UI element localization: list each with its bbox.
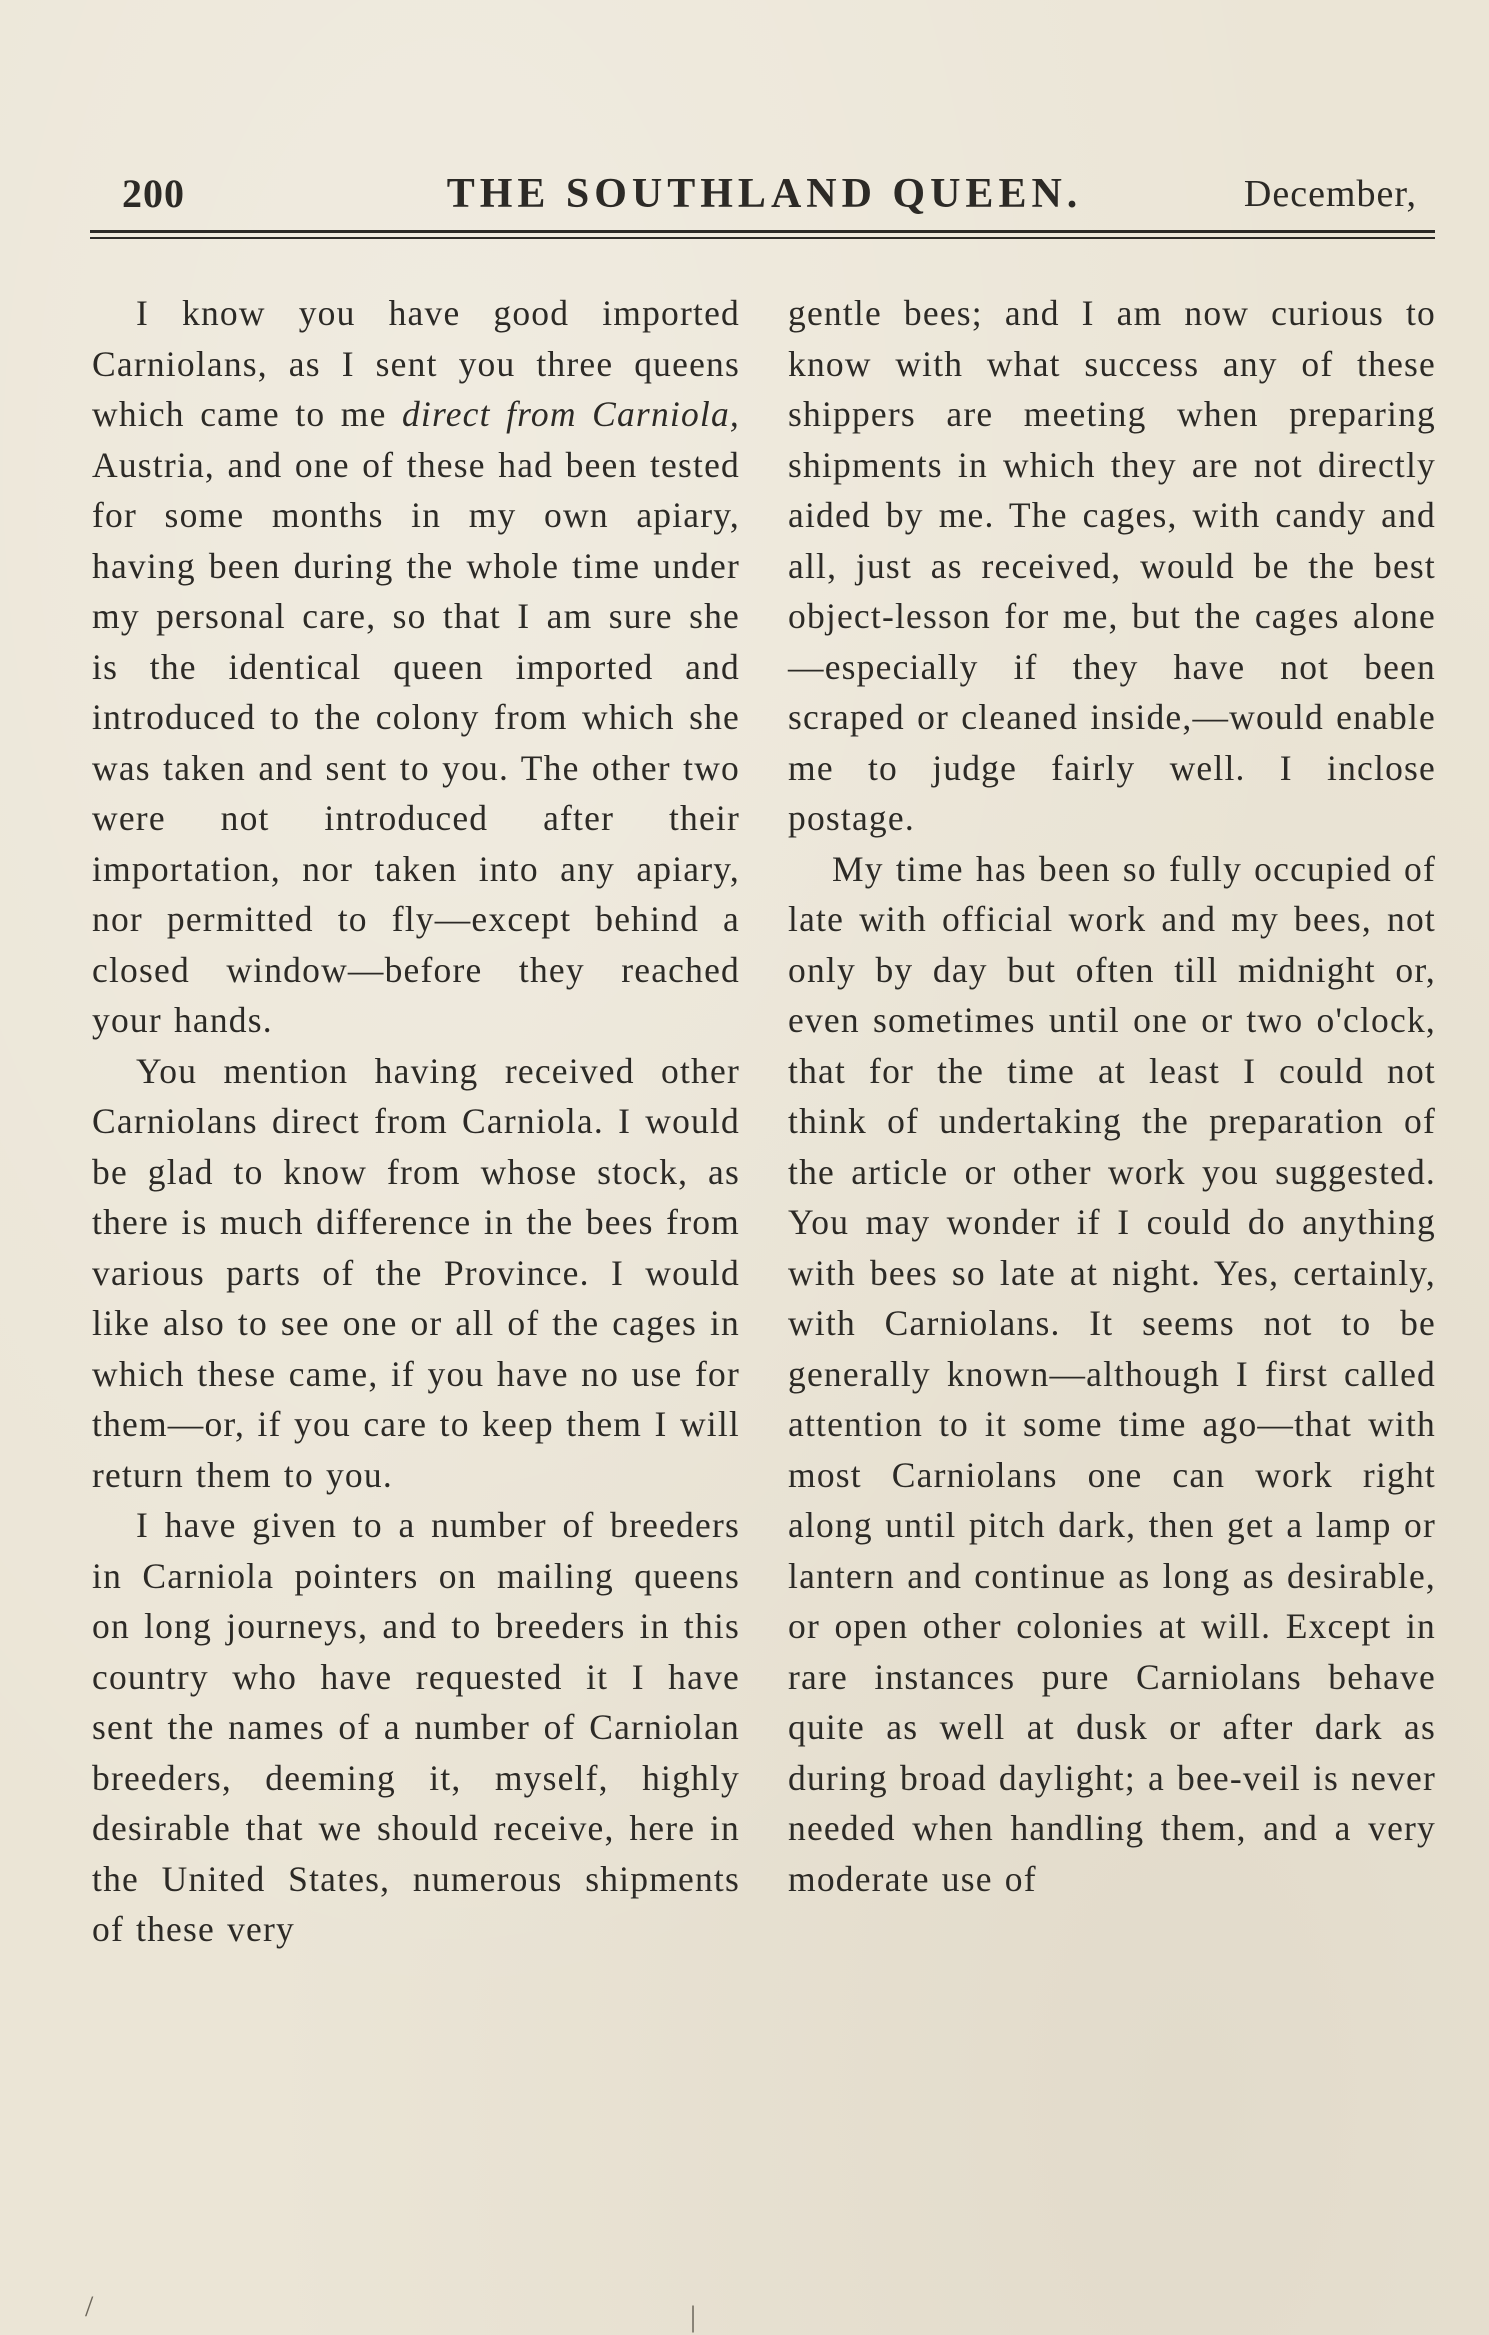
left-paragraph-2: You mention having received other Carniolans direct from Carniola. I would be glad to know from whose stock, as there is much difference in the bees from various parts of the Province. I would like also to see one or all of the cages in which these came, if you have no use for them—or, if you care to keep them I will return them to you. (92, 1050, 740, 1495)
header-rule-thin (90, 237, 1435, 239)
page-number: 200 (122, 171, 185, 216)
right-column (788, 288, 1436, 1904)
margin-mark: / (85, 2290, 94, 2323)
left-paragraph-1-text-a: I know you have good imported Carniolans, as I sent you three queens which came to me (92, 293, 740, 434)
journal-title: THE SOUTHLAND QUEEN. (446, 171, 1083, 217)
header-rule-thick (90, 230, 1435, 233)
right-paragraph-2: My time has been so fully occupied of late with official work and my bees, not only by day but often till midnight or, even sometimes until one or two o'clock, that for the time at least I could not think of undertaking the preparation of the article or other work you suggested. You may wonder if I could do anything with bees so late at night. Yes, certainly, with Carniolans. It seems not to be generally known—although I first called attention to it some time ago—that with most Carniolans one can work right along until pitch dark, then get a lamp or lantern and continue as long as desirable, or open other colonies at will. Except in rare instances pure Carniolans behave quite as well at dusk or after dark as during broad daylight; a bee-veil is never needed when handling them, and a very moderate use of (788, 848, 1436, 1899)
margin-mark: | (690, 2300, 697, 2333)
right-paragraph-1: gentle bees; and I am now curious to know with what success any of these shippers are meeting when preparing shipments in which they are not directly aided by me. The cages, with candy and all, just as received, would be the best object-lesson for me, but the cages alone—especially if they have not been scraped or cleaned inside,—would enable me to judge fairly well. I inclose postage. (788, 293, 1436, 838)
left-paragraph-1-text-c: Austria, and one of these had been tested for some months in my own apiary, having been during the whole time under my personal care, so that I am sure she is the identical queen imported and introduced to the colony from which she was taken and sent to you. The other two were not introduced after their importation, nor taken into any apiary, nor permitted to fly—except behind a closed window—before they reached your hands. (92, 444, 740, 1040)
left-paragraph-3: I have given to a number of breeders in Carniola pointers on mailing queens on long journeys, and to breeders in this country who have requested it I have sent the names of a number of Carniolan breeders, deeming it, myself, highly desirable that we should receive, here in the United States, numerous shipments of these very (92, 1505, 740, 1949)
left-paragraph-1 (92, 288, 740, 1046)
page-header (92, 158, 1437, 228)
left-column (92, 288, 740, 1955)
left-paragraph-1-italic: direct from Carniola, (401, 394, 740, 434)
header-month: December, (1243, 173, 1417, 215)
